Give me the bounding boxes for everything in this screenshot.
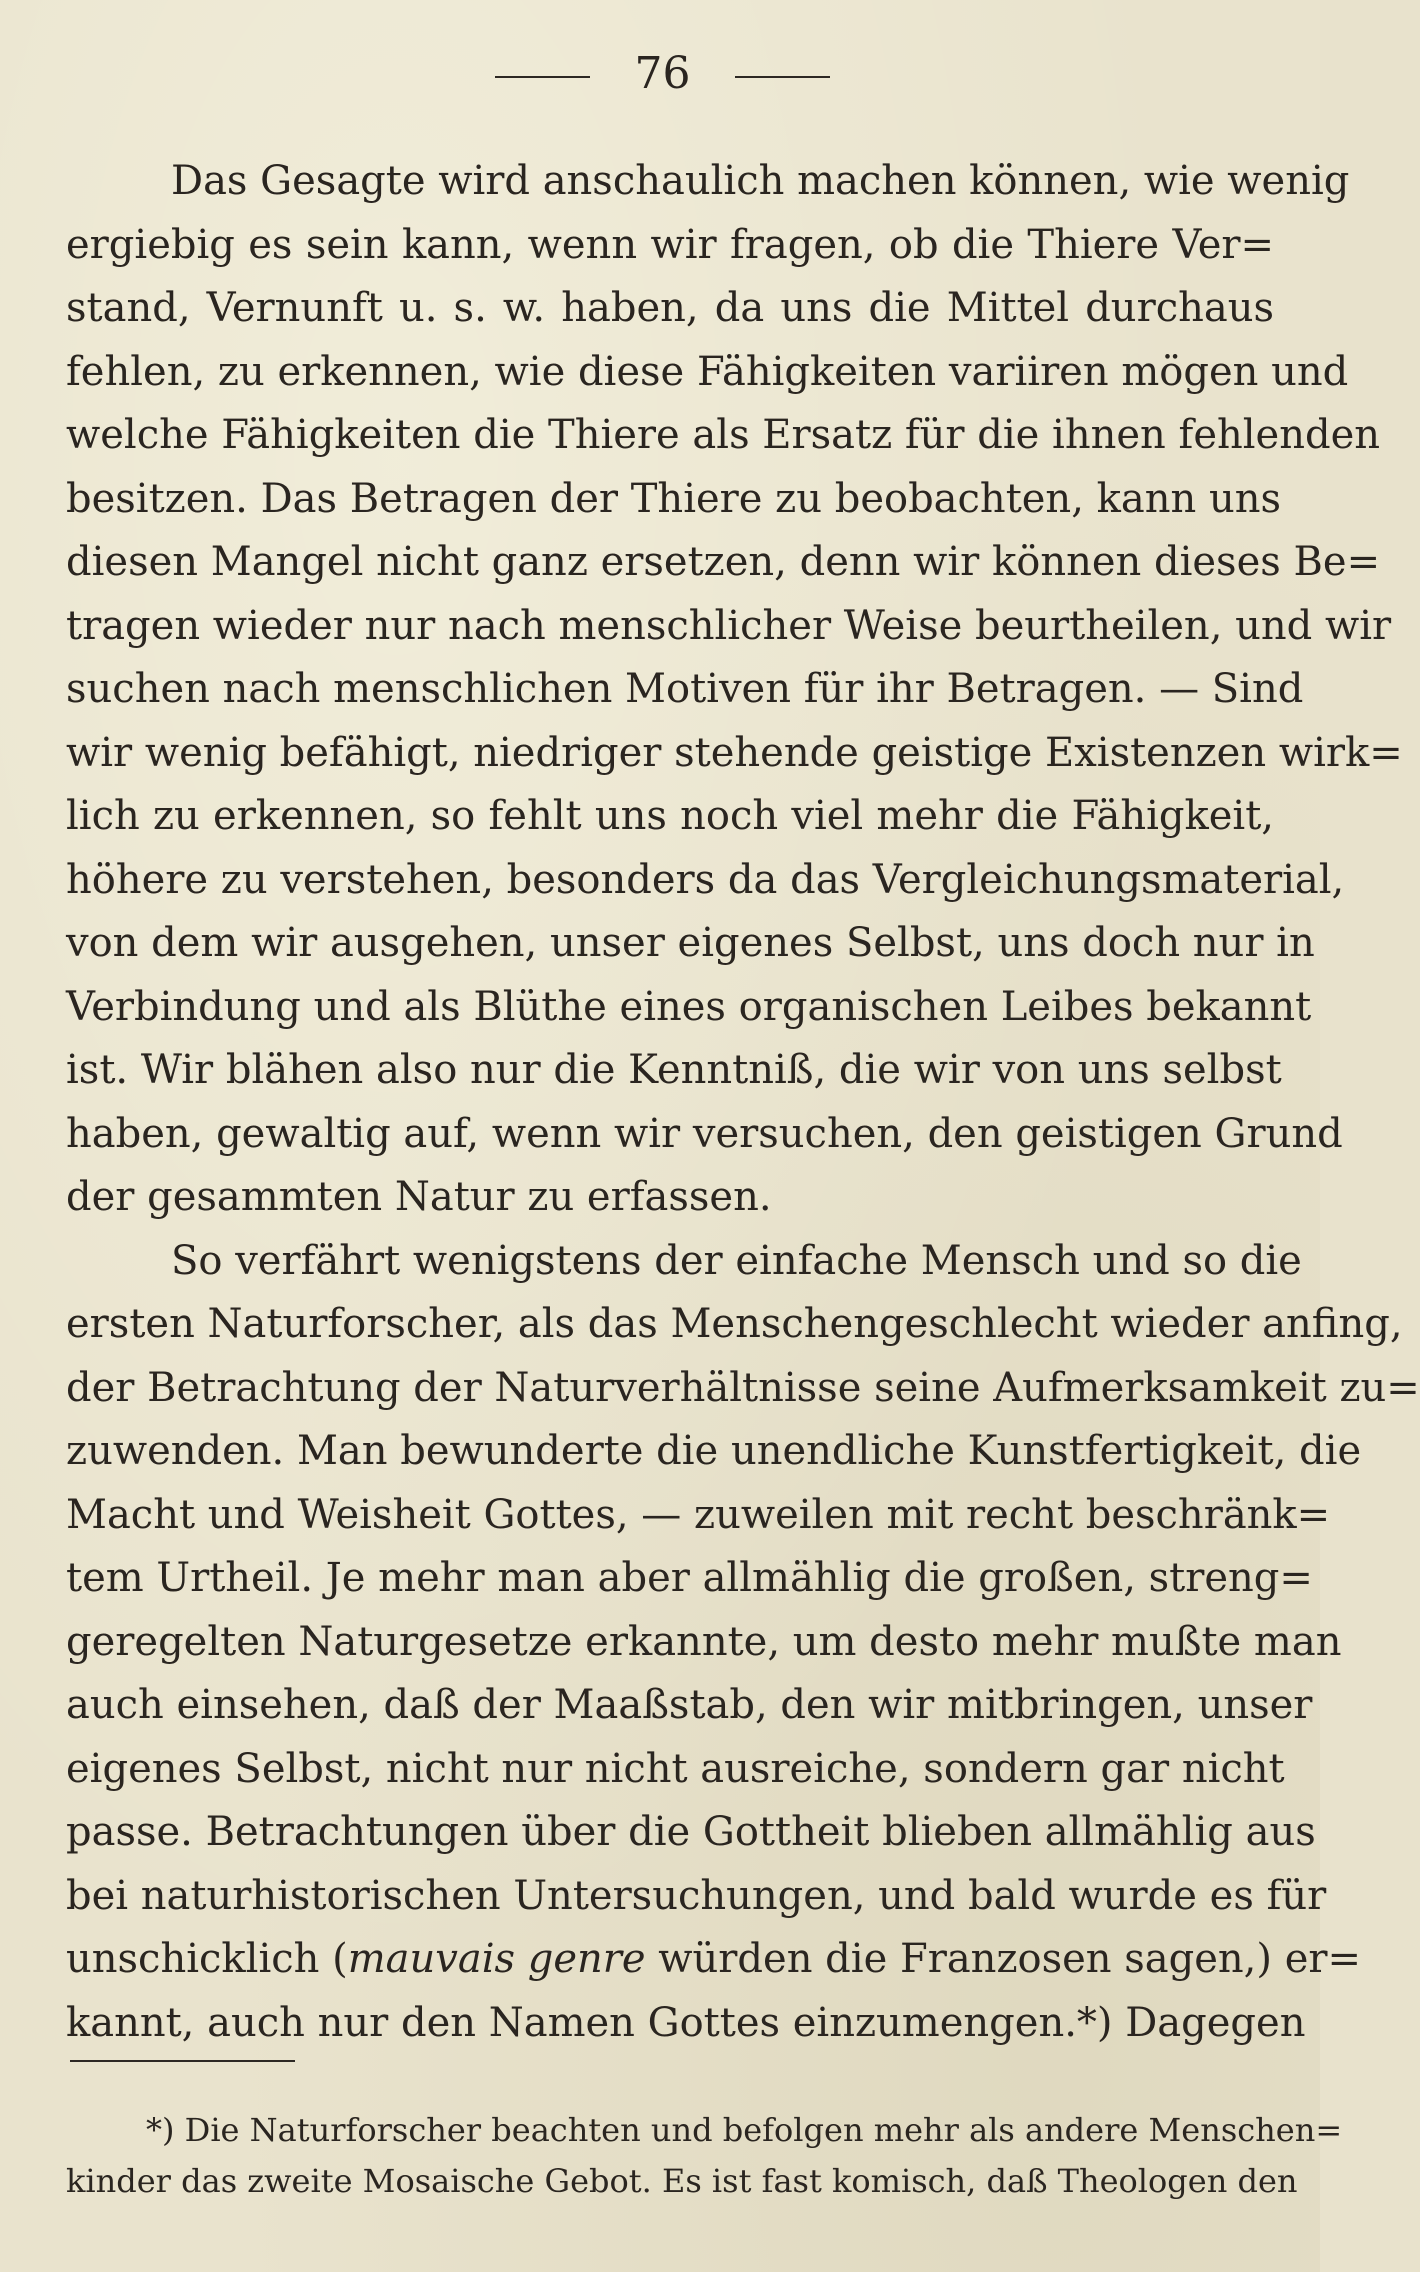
text-line: fehlen, zu erkennen, wie diese Fähigkeiten variiren mögen und bbox=[66, 348, 1349, 395]
text-line: welche Fähigkeiten die Thiere als Ersatz für die ihnen fehlenden bbox=[66, 412, 1381, 458]
text-line: So verfährt wenigstens der einfache Mensch und so die bbox=[171, 1237, 1302, 1284]
text-line: auch einsehen, daß der Maaßstab, den wir mitbringen, unser bbox=[66, 1682, 1313, 1728]
footnote-rule bbox=[70, 2060, 295, 2062]
footnote bbox=[66, 2105, 1343, 2207]
text-line: haben, gewaltig auf, wenn wir versuchen, den geistigen Grund bbox=[66, 1110, 1343, 1157]
text-line: von dem wir ausgehen, unser eigenes Selbst, uns doch nur in bbox=[66, 920, 1315, 966]
text-line: diesen Mangel nicht ganz ersetzen, denn wir können dieses Be= bbox=[66, 539, 1381, 585]
text-line: Das Gesagte wird anschaulich machen können, wie wenig bbox=[171, 158, 1350, 204]
body-text bbox=[66, 150, 1420, 2055]
text-line: kannt, auch nur den Namen Gottes einzumengen.*) Dagegen bbox=[66, 1999, 1306, 2046]
text-line: ersten Naturforscher, als das Menschengeschlecht wieder anfing, bbox=[66, 1301, 1403, 1347]
footnote-line: kinder das zweite Mosaische Gebot. Es ist fast komisch, daß Theologen den bbox=[66, 2162, 1298, 2200]
text-line: höhere zu verstehen, besonders da das Vergleichungsmaterial, bbox=[66, 856, 1345, 903]
text-line: ist. Wir blähen also nur die Kenntniß, die wir von uns selbst bbox=[66, 1047, 1282, 1093]
text-line: tem Urtheil. Je mehr man aber allmählig die großen, streng= bbox=[66, 1555, 1313, 1601]
text-segment: würden die Franzosen sagen,) er= bbox=[645, 1936, 1362, 1982]
text-line: Macht und Weisheit Gottes, — zuweilen mit recht beschränk= bbox=[66, 1491, 1331, 1538]
italic-phrase: mauvais genre bbox=[347, 1936, 646, 1982]
header-rule-right bbox=[735, 76, 830, 78]
text-line: wir wenig befähigt, niedriger stehende geistige Existenzen wirk= bbox=[66, 729, 1403, 776]
text-line: ergiebig es sein kann, wenn wir fragen, ob die Thiere Ver= bbox=[66, 221, 1274, 268]
text-line: suchen nach menschlichen Motiven für ihr Betragen. — Sind bbox=[66, 666, 1304, 712]
text-line: passe. Betrachtungen über die Gottheit blieben allmählig aus bbox=[66, 1809, 1316, 1855]
page-number: 76 bbox=[634, 48, 691, 99]
text-line: lich zu erkennen, so fehlt uns noch viel mehr die Fähigkeit, bbox=[66, 793, 1274, 839]
footnote-line: *) Die Naturforscher beachten und befolgen mehr als andere Menschen= bbox=[146, 2111, 1343, 2149]
text-line: stand, Vernunft u. s. w. haben, da uns die Mittel durchaus bbox=[66, 285, 1274, 331]
page-header bbox=[0, 44, 1320, 104]
text-line: der Betrachtung der Naturverhältnisse seine Aufmerksamkeit zu= bbox=[66, 1364, 1420, 1411]
text-line: bei naturhistorischen Untersuchungen, und bald wurde es für bbox=[66, 1872, 1327, 1919]
text-line: der gesammten Natur zu erfassen. bbox=[66, 1174, 772, 1220]
text-line-with-italic bbox=[66, 1928, 1362, 1992]
text-line: besitzen. Das Betragen der Thiere zu beobachten, kann uns bbox=[66, 475, 1281, 522]
text-line: tragen wieder nur nach menschlicher Weise beurtheilen, und wir bbox=[66, 602, 1392, 649]
text-line: eigenes Selbst, nicht nur nicht ausreiche, sondern gar nicht bbox=[66, 1745, 1285, 1792]
header-rule-left bbox=[495, 76, 590, 78]
text-line: geregelten Naturgesetze erkannte, um desto mehr mußte man bbox=[66, 1618, 1342, 1665]
text-line: zuwenden. Man bewunderte die unendliche Kunstfertigkeit, die bbox=[66, 1428, 1362, 1474]
text-segment: unschicklich ( bbox=[66, 1936, 348, 1982]
text-line: Verbindung und als Blüthe eines organischen Leibes bekannt bbox=[66, 983, 1312, 1030]
